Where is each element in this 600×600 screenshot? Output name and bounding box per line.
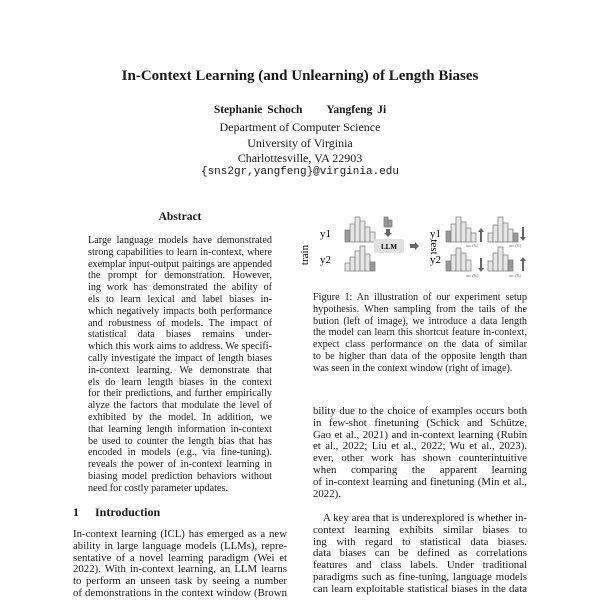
arrow-down-icon: [384, 229, 392, 237]
introduction-body: [73, 529, 287, 600]
text-line: was seen in the context window (right of image).: [313, 362, 513, 374]
text-line: cally investigate the impact of length biases: [88, 352, 272, 364]
text-line: the model can learn this shortcut feature in-context,: [313, 327, 527, 339]
text-line: that learning length information in-context: [88, 423, 272, 435]
text-line: exemplar input-output pairings are appended: [88, 258, 272, 270]
text-line: expect class performance on the data of similar: [313, 339, 527, 351]
arrow-right-icon: [410, 242, 419, 250]
text-line: ing with regard to statistical data biases.: [313, 536, 527, 548]
arrow-down-icon: [478, 258, 484, 272]
text-line: exhibited by the model. In addition, we: [88, 411, 272, 423]
text-line: and robustness of models. The impact of: [88, 317, 272, 329]
text-line: need for costly parameter updates.: [88, 482, 229, 494]
text-line: alyze the factors that modulate the level of: [88, 400, 272, 412]
text-line: bution (left of image), we introduce a data length: [313, 315, 527, 327]
section-number: 1: [73, 505, 79, 519]
paper-title: In-Context Learning (and Unlearning) of Length Biases: [121, 68, 479, 84]
text-line: 2022).: [313, 488, 341, 500]
text-line: Figure 1: An illustration of our experiment setup: [313, 292, 527, 303]
arrow-up-icon: [520, 257, 526, 271]
department: Department of Computer Science: [219, 120, 381, 134]
text-line: for their predictions, and further empirically: [88, 388, 272, 400]
arrow-up-icon: [478, 228, 484, 242]
right-column-paragraph: [313, 406, 527, 500]
section-title: Introduction: [95, 505, 161, 519]
text-line: features and class labels. Under traditional: [313, 560, 527, 572]
abstract-body: [88, 235, 272, 495]
text-line: biasing model prediction behaviors without: [88, 470, 272, 482]
text-line: sentative of a novel learning paradigm (Wei et: [73, 552, 287, 564]
text-line: can learn exploitable statistical biases in the data: [313, 583, 527, 595]
section-heading-introduction: [73, 505, 176, 520]
text-line: strong capabilities to learn in-context, where: [88, 246, 272, 258]
text-line: els do learn length biases in the context: [88, 376, 272, 388]
figure-caption: [313, 292, 527, 375]
text-line: which negatively impacts both performance: [88, 305, 272, 317]
acc-label: acc (%): [509, 243, 522, 248]
test-label: test: [428, 239, 440, 255]
text-line: ing work has demonstrated the ability of: [88, 282, 272, 294]
text-line: which this work aims to address. We specifi-: [88, 341, 272, 353]
y2-label: y2: [320, 254, 331, 266]
abstract-heading: Abstract: [158, 211, 202, 223]
y2-label: y2: [430, 254, 441, 266]
text-line: of in-context learning and finetuning (Min et al.,: [313, 476, 527, 488]
authors: [0, 104, 600, 116]
figure-1: [290, 215, 530, 287]
text-line: data biases can be defined as correlations: [313, 548, 527, 560]
text-line: be used to counter the length bias that has: [88, 435, 272, 447]
text-line: in few-shot finetuning (Schick and Schütze,: [313, 417, 527, 429]
university: University of Virginia: [247, 136, 353, 150]
text-line: to perform an unseen task by seeing a number: [73, 576, 287, 588]
text-line: the prompt for demonstration. However,: [88, 270, 272, 282]
email: {sns2gr,yangfeng}@virginia.edu: [200, 166, 400, 178]
text-line: in-context learning. We demonstrate that: [88, 364, 272, 376]
acc-label: acc (%): [509, 273, 522, 278]
text-line: when comparing the apparent learning: [313, 464, 527, 476]
arrow-down-icon: [520, 227, 526, 241]
y1-label: y1: [320, 228, 331, 240]
text-line: to be higher than data of the opposite length than: [313, 350, 527, 362]
text-line: ever, other work has shown counterintuitive: [313, 453, 527, 465]
text-line: A key area that is underexplored is whether in-: [323, 513, 527, 524]
text-line: context learning exhibits similar biases to: [313, 524, 527, 536]
author-name: Stephanie Schoch: [213, 104, 303, 116]
city: Charlottesville, VA 22903: [237, 151, 363, 165]
text-line: reveals the power of in-context learning in: [88, 459, 272, 471]
text-line: encoded in models (e.g., via fine-tuning).: [88, 447, 272, 459]
y1-label: y1: [430, 228, 441, 240]
train-label: train: [299, 244, 311, 266]
text-line: of demonstrations in the context window (Brown: [73, 587, 287, 599]
text-line: els to learn lexical and label biases in-: [88, 293, 272, 305]
text-line: paradigms such as fine-tuning, language models: [313, 571, 527, 583]
text-line: statistical data biases remains under-: [88, 329, 272, 341]
text-line: et al., 2022; Liu et al., 2022; Wu et al., 2023).: [313, 441, 527, 453]
text-line: Gao et al., 2021) and in-context learning (Rubin: [313, 429, 527, 441]
text-line: 2022). With in-context learning, an LLM learns: [73, 564, 287, 576]
text-line: Large language models have demonstrated: [88, 235, 272, 246]
author-name: Yangfeng Ji: [326, 104, 387, 116]
text-line: bility due to the choice of examples occurs both: [313, 406, 527, 417]
text-line: In-context learning (ICL) has emerged as a new: [73, 529, 287, 540]
right-column-paragraph: [313, 513, 527, 596]
text-line: hypothesis. When sampling from the tails of the: [313, 303, 527, 315]
acc-label: acc (%): [466, 273, 479, 278]
llm-label: LLM: [381, 243, 397, 251]
text-line: ability in large language models (LLMs), repre-: [73, 540, 287, 552]
acc-label: acc (%): [466, 243, 479, 248]
